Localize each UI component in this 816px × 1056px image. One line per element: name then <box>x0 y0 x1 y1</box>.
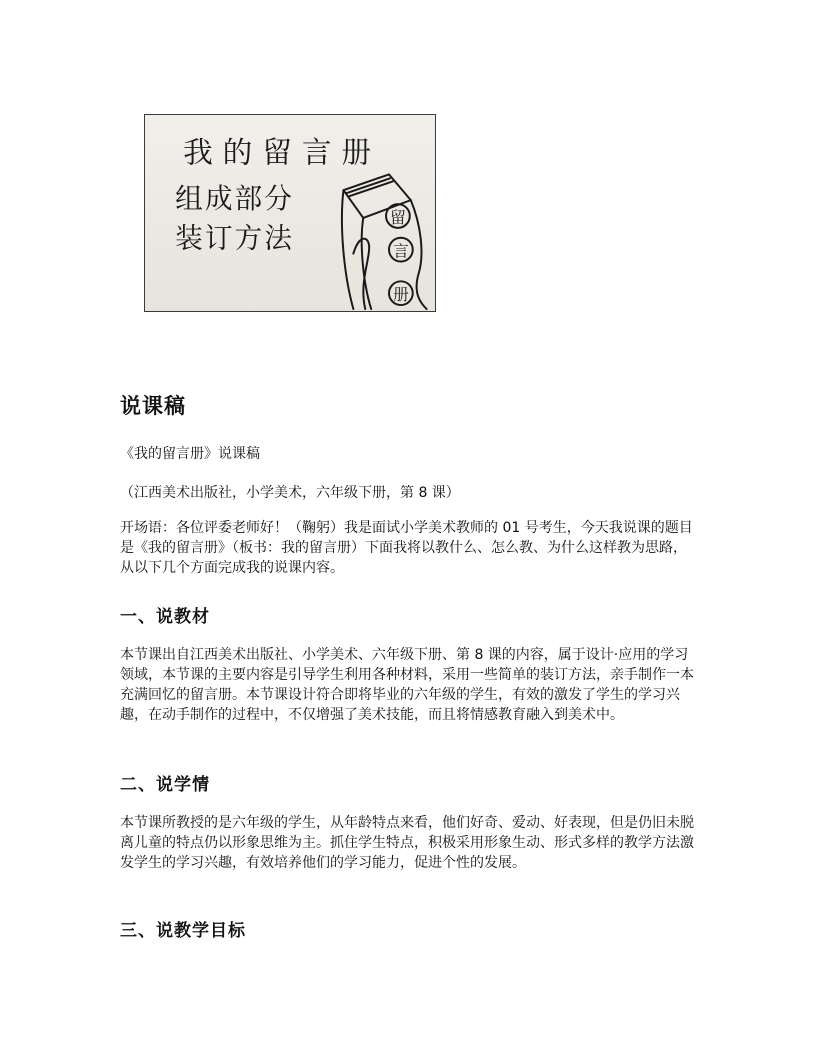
book-char-1: 留 <box>389 207 406 227</box>
book-char-3: 册 <box>392 285 409 305</box>
section-heading-objectives: 三、说教学目标 <box>120 921 246 941</box>
handwritten-board-photo <box>144 114 436 312</box>
section-body-textbook: 本节课出自江西美术出版社、小学美术、六年级下册、第 8 课的内容，属于设计·应用的学习领域，本节课的主要内容是引导学生利用各种材料，采用一些简单的装订方法，亲手制作一本充满回忆的留言册。本节课设计符合即将毕业的六年级的学生，有效的激发了学生的学习兴趣，在动手制作的过程中，不仅增强了美术技能，而且将情感教育融入到美术中。 <box>120 647 694 723</box>
section-body-students: 本节课所教授的是六年级的学生，从年龄特点来看，他们好奇、爱动、好表现，但是仍旧未脱离儿童的特点仍以形象思维为主。抓住学生特点，积极采用形象生动、形式多样的教学方法激发学生的学习兴趣，有效培养他们的学习能力，促进个性的发展。 <box>120 815 694 871</box>
book-sketch <box>342 174 427 309</box>
photo-line1-text: 组成部分 <box>175 182 294 216</box>
handwritten-board-drawing <box>145 115 435 311</box>
section-heading-students: 二、说学情 <box>120 775 210 795</box>
book-char-2: 言 <box>392 241 409 261</box>
document-subtitle: 《我的留言册》说课稿 <box>120 446 260 462</box>
document-meta: （江西美术出版社，小学美术，六年级下册，第 8 课） <box>120 485 460 501</box>
photo-title-text: 我的留言册 <box>183 135 382 171</box>
photo-line2-text: 装订方法 <box>175 221 294 255</box>
document-title: 说课稿 <box>120 394 186 418</box>
intro-paragraph: 开场语：各位评委老师好！（鞠躬）我是面试小学美术教师的 01 号考生，今天我说课的题目是《我的留言册》（板书：我的留言册）下面我将以教什么、怎么教、为什么这样教为思路，从以下几个方面完成我的说课内容。 <box>120 520 693 576</box>
section-heading-textbook: 一、说教材 <box>120 607 210 627</box>
